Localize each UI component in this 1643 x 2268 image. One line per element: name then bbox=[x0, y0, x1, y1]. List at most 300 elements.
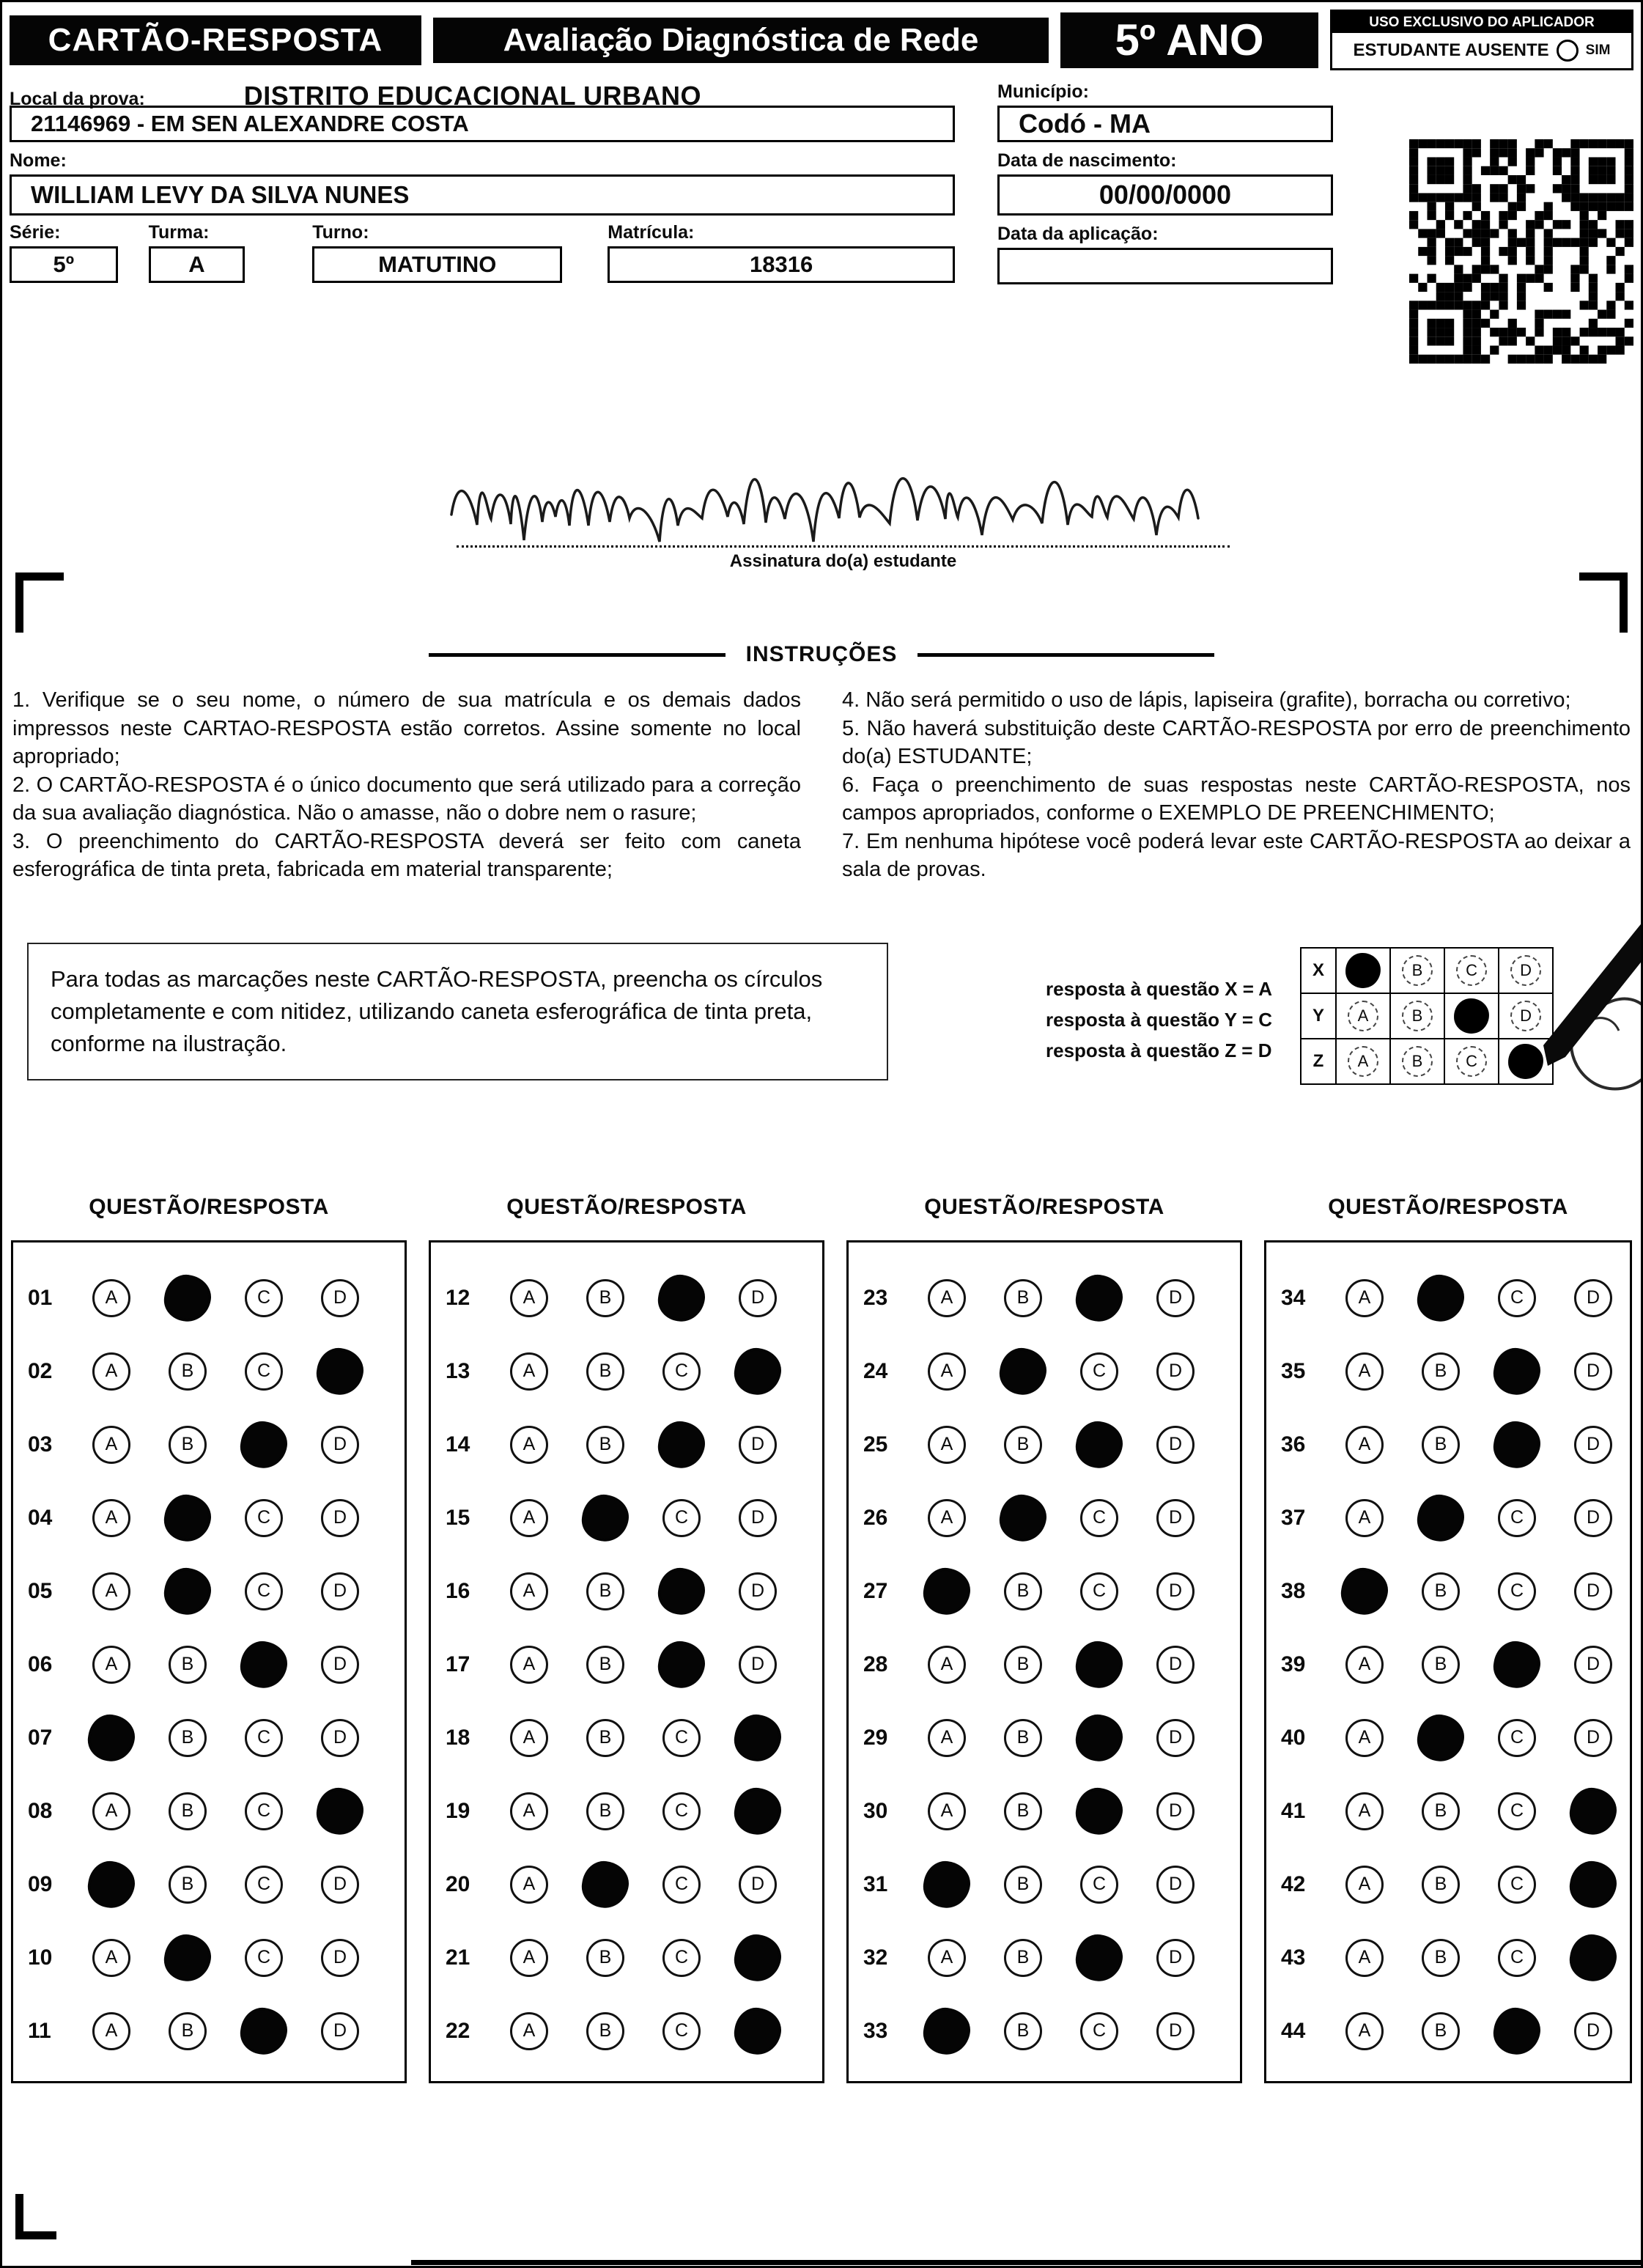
question-row bbox=[431, 1262, 822, 1335]
question-row bbox=[849, 1555, 1240, 1628]
answer-bubble-c[interactable] bbox=[1073, 1785, 1126, 1838]
aplicador-box bbox=[1330, 10, 1633, 70]
local-prova-label: Local da prova: bbox=[10, 89, 145, 109]
answer-bubble-b[interactable]: B bbox=[586, 1646, 624, 1684]
matricula-field: 18316 bbox=[608, 246, 955, 283]
answer-bubble-b[interactable]: B bbox=[1422, 2012, 1460, 2050]
example-row-label: X bbox=[1301, 948, 1336, 993]
answer-bubble-c[interactable] bbox=[1491, 1345, 1543, 1398]
question-row bbox=[1266, 1262, 1630, 1335]
question-number: 42 bbox=[1281, 1871, 1306, 1896]
signature-line[interactable] bbox=[457, 545, 1230, 548]
answer-bubble-a[interactable]: A bbox=[92, 1352, 130, 1391]
local-prova-value: DISTRITO EDUCACIONAL URBANO bbox=[243, 81, 701, 111]
answer-bubble-a[interactable] bbox=[1338, 1565, 1391, 1618]
answer-bubble-c[interactable] bbox=[1073, 1638, 1126, 1691]
answer-bubble-d[interactable] bbox=[314, 1785, 366, 1838]
question-number: 33 bbox=[863, 2018, 888, 2043]
question-row bbox=[1266, 1701, 1630, 1775]
answer-bubble-c[interactable]: C bbox=[245, 1279, 283, 1317]
answer-column bbox=[11, 1195, 407, 2083]
turma-field: A bbox=[149, 246, 245, 283]
answer-bubble-b[interactable]: B bbox=[1422, 1426, 1460, 1464]
answer-bubble-c[interactable]: C bbox=[1080, 1352, 1118, 1391]
answer-bubble-d[interactable]: D bbox=[1574, 1572, 1612, 1610]
answer-bubble-d[interactable] bbox=[314, 1345, 366, 1398]
header-bar bbox=[2, 2, 1641, 73]
nascimento-label: Data de nascimento: bbox=[997, 150, 1177, 171]
answer-bubble-b[interactable]: B bbox=[1004, 1939, 1042, 1977]
answer-bubble-c[interactable] bbox=[237, 1418, 290, 1471]
answer-bubble-b[interactable]: B bbox=[1004, 1792, 1042, 1830]
example-bubble-d bbox=[1508, 1044, 1543, 1079]
answer-bubble-d[interactable] bbox=[731, 1345, 784, 1398]
question-row bbox=[13, 1995, 405, 2068]
question-row bbox=[431, 1848, 822, 1921]
example-row-label: Y bbox=[1301, 993, 1336, 1039]
answer-bubble-d[interactable]: D bbox=[321, 1939, 359, 1977]
question-number: 03 bbox=[28, 1432, 53, 1457]
answer-bubble-b[interactable]: B bbox=[586, 1352, 624, 1391]
question-row bbox=[1266, 1628, 1630, 1701]
answer-bubble-a[interactable]: A bbox=[92, 1279, 130, 1317]
answer-bubble-a[interactable]: A bbox=[1345, 1426, 1384, 1464]
answer-column-body bbox=[846, 1240, 1242, 2083]
example-bubble-b: B bbox=[1402, 1046, 1433, 1077]
question-number: 01 bbox=[28, 1285, 53, 1310]
instruction-item: 2. O CARTÃO-RESPOSTA é o único documento que será utilizado para a correção da sua avaliação diagnóstica. Não o amasse, não o dobre nem o rasure; bbox=[12, 773, 801, 825]
answer-bubble-d[interactable] bbox=[731, 1785, 784, 1838]
answer-bubble-b[interactable]: B bbox=[169, 1352, 207, 1391]
answer-bubble-d[interactable]: D bbox=[321, 1426, 359, 1464]
answer-bubble-d[interactable]: D bbox=[321, 1572, 359, 1610]
answer-bubble-b[interactable]: B bbox=[586, 2012, 624, 2050]
answer-bubble-a[interactable]: A bbox=[92, 1792, 130, 1830]
answer-bubble-d[interactable]: D bbox=[1156, 1866, 1195, 1904]
instructions-title: INSTRUÇÕES bbox=[745, 642, 898, 666]
instructions-left bbox=[12, 686, 801, 884]
answer-bubble-d[interactable]: D bbox=[1574, 1426, 1612, 1464]
question-number: 16 bbox=[446, 1578, 470, 1603]
answer-bubble-d[interactable] bbox=[1567, 1932, 1620, 1984]
answer-bubble-b[interactable] bbox=[997, 1345, 1049, 1398]
question-row bbox=[849, 1408, 1240, 1481]
question-row bbox=[13, 1408, 405, 1481]
answer-bubble-b[interactable]: B bbox=[586, 1939, 624, 1977]
instruction-item: 6. Faça o preenchimento de suas respostas neste CARTÃO-RESPOSTA, nos campos apropriados, conforme o EXEMPLO DE PREENCHIMENTO; bbox=[842, 773, 1631, 825]
example-keys bbox=[1046, 973, 1272, 1066]
answer-bubble-d[interactable] bbox=[1567, 1785, 1620, 1838]
answer-bubble-d[interactable] bbox=[731, 2005, 784, 2058]
answer-bubble-c[interactable]: C bbox=[1498, 1939, 1536, 1977]
question-row bbox=[431, 1995, 822, 2068]
answer-bubble-a[interactable]: A bbox=[1345, 1499, 1384, 1537]
answer-bubble-c[interactable] bbox=[655, 1272, 708, 1325]
answer-bubble-c[interactable]: C bbox=[1498, 1572, 1536, 1610]
question-row bbox=[13, 1701, 405, 1775]
answer-bubble-c[interactable] bbox=[237, 2005, 290, 2058]
example-bubble-a bbox=[1345, 953, 1381, 988]
example-bubble-a: A bbox=[1348, 1001, 1378, 1031]
answer-bubble-a[interactable]: A bbox=[928, 1426, 966, 1464]
answer-bubble-b[interactable]: B bbox=[1422, 1866, 1460, 1904]
answer-bubble-d[interactable]: D bbox=[1574, 1719, 1612, 1757]
answer-column bbox=[1264, 1195, 1632, 2083]
answer-bubble-c[interactable]: C bbox=[662, 1866, 701, 1904]
instructions-heading bbox=[2, 642, 1641, 667]
answer-bubble-a[interactable]: A bbox=[928, 1939, 966, 1977]
answer-bubble-b[interactable]: B bbox=[1422, 1572, 1460, 1610]
question-row bbox=[1266, 1408, 1630, 1481]
signature-label: Assinatura do(a) estudante bbox=[729, 551, 957, 571]
answer-bubble-c[interactable]: C bbox=[245, 1939, 283, 1977]
answer-bubble-c[interactable] bbox=[655, 1638, 708, 1691]
absent-label: ESTUDANTE AUSENTE bbox=[1353, 40, 1549, 60]
answer-bubble-a[interactable]: A bbox=[510, 1572, 548, 1610]
municipio-field: Codó - MA bbox=[997, 106, 1333, 142]
answer-bubble-d[interactable]: D bbox=[739, 1279, 777, 1317]
answer-bubble-d[interactable]: D bbox=[321, 1866, 359, 1904]
answer-bubble-a[interactable] bbox=[85, 1712, 138, 1764]
question-row bbox=[13, 1555, 405, 1628]
answer-bubble-b[interactable]: B bbox=[1422, 1792, 1460, 1830]
grade-label: 5º ANO bbox=[1060, 12, 1318, 68]
answer-bubble-d[interactable]: D bbox=[1156, 1572, 1195, 1610]
example-bubble-c: C bbox=[1456, 1046, 1487, 1077]
answer-bubble-a[interactable]: A bbox=[510, 1719, 548, 1757]
answer-bubble-c[interactable] bbox=[1491, 1638, 1543, 1691]
answer-bubble-c[interactable] bbox=[1073, 1712, 1126, 1764]
answer-bubble-d[interactable]: D bbox=[1156, 1426, 1195, 1464]
example-grid bbox=[1300, 947, 1554, 1085]
answer-bubble-c[interactable]: C bbox=[1080, 1866, 1118, 1904]
question-row bbox=[431, 1775, 822, 1848]
signature-handwriting bbox=[446, 450, 1222, 553]
answer-bubble-d[interactable]: D bbox=[1574, 1499, 1612, 1537]
answer-bubble-a[interactable]: A bbox=[92, 1426, 130, 1464]
answer-bubble-a[interactable]: A bbox=[510, 1792, 548, 1830]
question-row bbox=[13, 1775, 405, 1848]
question-number: 35 bbox=[1281, 1358, 1306, 1383]
nome-field: WILLIAM LEVY DA SILVA NUNES bbox=[10, 174, 955, 216]
heading-rule-left bbox=[429, 653, 725, 657]
card-title: CARTÃO-RESPOSTA bbox=[10, 15, 421, 65]
answer-bubble-c[interactable]: C bbox=[662, 2012, 701, 2050]
question-row bbox=[1266, 1775, 1630, 1848]
answer-bubble-b[interactable]: B bbox=[586, 1572, 624, 1610]
bottom-edge-line bbox=[411, 2260, 1641, 2265]
question-number: 10 bbox=[28, 1945, 53, 1970]
question-number: 43 bbox=[1281, 1945, 1306, 1970]
serie-field: 5º bbox=[10, 246, 118, 283]
instruction-item: 1. Verifique se o seu nome, o número de sua matrícula e os demais dados impressos neste CARTAO-RESPOSTA estão corretos. Assine somente no local apropriado; bbox=[12, 688, 801, 769]
answer-bubble-d[interactable]: D bbox=[739, 1866, 777, 1904]
answer-bubble-a[interactable]: A bbox=[1345, 1866, 1384, 1904]
example-key-y: resposta à questão Y = C bbox=[1046, 1009, 1273, 1031]
answer-bubble-d[interactable]: D bbox=[1574, 2012, 1612, 2050]
answer-bubble-b[interactable]: B bbox=[586, 1279, 624, 1317]
answer-bubble-b[interactable] bbox=[161, 1932, 214, 1984]
answer-bubble-b[interactable]: B bbox=[586, 1792, 624, 1830]
answer-bubble-d[interactable]: D bbox=[739, 1572, 777, 1610]
answer-bubble-c[interactable]: C bbox=[1080, 2012, 1118, 2050]
answer-bubble-c[interactable] bbox=[655, 1565, 708, 1618]
answer-bubble-d[interactable]: D bbox=[1156, 1792, 1195, 1830]
question-number: 40 bbox=[1281, 1725, 1306, 1750]
question-number: 32 bbox=[863, 1945, 888, 1970]
answer-bubble-b[interactable]: B bbox=[169, 1866, 207, 1904]
answer-bubble-b[interactable]: B bbox=[169, 1426, 207, 1464]
answer-bubble-d[interactable]: D bbox=[739, 1426, 777, 1464]
answer-column bbox=[429, 1195, 824, 2083]
instructions-right bbox=[842, 686, 1631, 884]
answer-bubble-a[interactable]: A bbox=[1345, 1279, 1384, 1317]
answer-bubble-a[interactable]: A bbox=[1345, 1646, 1384, 1684]
answer-bubble-c[interactable]: C bbox=[1498, 1719, 1536, 1757]
instructions-body bbox=[2, 667, 1641, 884]
question-row bbox=[431, 1481, 822, 1555]
answer-bubble-c[interactable]: C bbox=[662, 1719, 701, 1757]
example-bubble-b: B bbox=[1402, 955, 1433, 986]
example-bubble-c bbox=[1454, 998, 1489, 1034]
answer-bubble-d[interactable]: D bbox=[739, 1646, 777, 1684]
answer-bubble-d[interactable] bbox=[731, 1712, 784, 1764]
question-row bbox=[431, 1335, 822, 1408]
answer-bubble-a[interactable]: A bbox=[1345, 1939, 1384, 1977]
answer-bubble-a[interactable]: A bbox=[510, 1646, 548, 1684]
crop-mark-top-right bbox=[1579, 572, 1628, 633]
answer-bubble-a[interactable]: A bbox=[928, 1719, 966, 1757]
answer-bubble-d[interactable]: D bbox=[1156, 1279, 1195, 1317]
answer-bubble-b[interactable]: B bbox=[1004, 1866, 1042, 1904]
answer-bubble-c[interactable] bbox=[1491, 1418, 1543, 1471]
answer-bubble-c[interactable] bbox=[1073, 1932, 1126, 1984]
answer-bubble-b[interactable] bbox=[997, 1492, 1049, 1544]
question-number: 08 bbox=[28, 1798, 53, 1823]
nascimento-field: 00/00/0000 bbox=[997, 174, 1333, 216]
answer-bubble-b[interactable]: B bbox=[586, 1719, 624, 1757]
answer-bubble-b[interactable]: B bbox=[169, 1719, 207, 1757]
question-number: 22 bbox=[446, 2018, 470, 2043]
answer-bubble-a[interactable]: A bbox=[510, 2012, 548, 2050]
answer-bubble-c[interactable]: C bbox=[1080, 1499, 1118, 1537]
answer-bubble-d[interactable]: D bbox=[1156, 1499, 1195, 1537]
answer-bubble-a[interactable]: A bbox=[510, 1279, 548, 1317]
example-grid-row bbox=[1301, 993, 1553, 1039]
answer-bubble-d[interactable] bbox=[1567, 1858, 1620, 1911]
example-bubble-a: A bbox=[1348, 1046, 1378, 1077]
crop-mark-bottom-left bbox=[15, 2194, 56, 2239]
answer-bubble-c[interactable]: C bbox=[245, 1572, 283, 1610]
aplicacao-field[interactable] bbox=[997, 248, 1333, 284]
question-number: 31 bbox=[863, 1871, 888, 1896]
question-row bbox=[849, 1262, 1240, 1335]
answer-bubble-c[interactable]: C bbox=[245, 1792, 283, 1830]
answer-bubble-b[interactable]: B bbox=[1004, 1719, 1042, 1757]
answer-bubble-c[interactable] bbox=[1491, 2005, 1543, 2058]
answer-bubble-c[interactable]: C bbox=[245, 1866, 283, 1904]
answer-bubble-d[interactable]: D bbox=[321, 1499, 359, 1537]
question-row bbox=[849, 1335, 1240, 1408]
answer-bubble-b[interactable]: B bbox=[1004, 1426, 1042, 1464]
answer-bubble-b[interactable]: B bbox=[586, 1426, 624, 1464]
answer-bubble-d[interactable]: D bbox=[1574, 1279, 1612, 1317]
instruction-item: 7. Em nenhuma hipótese você poderá levar este CARTÃO-RESPOSTA ao deixar a sala de provas. bbox=[842, 829, 1631, 882]
question-row bbox=[1266, 1481, 1630, 1555]
answer-bubble-b[interactable]: B bbox=[169, 1646, 207, 1684]
question-row bbox=[13, 1848, 405, 1921]
answer-bubble-b[interactable]: B bbox=[1422, 1352, 1460, 1391]
answer-bubble-a[interactable] bbox=[85, 1858, 138, 1911]
absent-bubble[interactable] bbox=[1557, 40, 1579, 62]
answer-bubble-d[interactable]: D bbox=[321, 1646, 359, 1684]
answer-bubble-b[interactable]: B bbox=[169, 2012, 207, 2050]
aplicador-title: USO EXCLUSIVO DO APLICADOR bbox=[1332, 12, 1631, 33]
answer-bubble-d[interactable]: D bbox=[321, 2012, 359, 2050]
answer-bubble-b[interactable] bbox=[161, 1272, 214, 1325]
answer-bubble-a[interactable]: A bbox=[92, 1499, 130, 1537]
answer-bubble-d[interactable]: D bbox=[1156, 1939, 1195, 1977]
question-number: 34 bbox=[1281, 1285, 1306, 1310]
answer-bubble-a[interactable]: A bbox=[92, 1572, 130, 1610]
answer-bubble-d[interactable]: D bbox=[1574, 1646, 1612, 1684]
answer-bubble-d[interactable]: D bbox=[1574, 1352, 1612, 1391]
answer-bubble-b[interactable] bbox=[1414, 1712, 1467, 1764]
example-bubble-d: D bbox=[1510, 1001, 1541, 1031]
answer-bubble-c[interactable]: C bbox=[662, 1352, 701, 1391]
answer-column-header: QUESTÃO/RESPOSTA bbox=[924, 1194, 1164, 1219]
question-row bbox=[431, 1628, 822, 1701]
question-row bbox=[13, 1921, 405, 1995]
answer-bubble-c[interactable]: C bbox=[1498, 1279, 1536, 1317]
answer-bubble-b[interactable]: B bbox=[1004, 1572, 1042, 1610]
question-number: 27 bbox=[863, 1578, 888, 1603]
answer-bubble-a[interactable] bbox=[920, 1565, 973, 1618]
answer-bubble-a[interactable]: A bbox=[928, 1792, 966, 1830]
answer-bubble-a[interactable]: A bbox=[510, 1499, 548, 1537]
answer-bubble-b[interactable]: B bbox=[1004, 1279, 1042, 1317]
question-row bbox=[1266, 1921, 1630, 1995]
answer-bubble-c[interactable] bbox=[237, 1638, 290, 1691]
answer-bubble-c[interactable] bbox=[1073, 1272, 1126, 1325]
answer-bubble-c[interactable]: C bbox=[245, 1719, 283, 1757]
example-grid-row bbox=[1301, 1039, 1553, 1084]
question-number: 09 bbox=[28, 1871, 53, 1896]
answer-bubble-a[interactable]: A bbox=[510, 1426, 548, 1464]
question-row bbox=[431, 1408, 822, 1481]
answers-section bbox=[2, 1195, 1641, 2083]
aplicacao-label: Data da aplicação: bbox=[997, 224, 1159, 244]
question-number: 29 bbox=[863, 1725, 888, 1750]
answer-column bbox=[846, 1195, 1242, 2083]
answer-column-body bbox=[429, 1240, 824, 2083]
answer-bubble-c[interactable] bbox=[1073, 1418, 1126, 1471]
answer-bubble-b[interactable] bbox=[161, 1565, 214, 1618]
answer-bubble-b[interactable]: B bbox=[1004, 2012, 1042, 2050]
question-number: 19 bbox=[446, 1798, 470, 1823]
answer-bubble-a[interactable]: A bbox=[92, 1939, 130, 1977]
answer-bubble-c[interactable]: C bbox=[662, 1939, 701, 1977]
turno-label: Turno: bbox=[312, 222, 369, 243]
answer-bubble-a[interactable]: A bbox=[928, 1352, 966, 1391]
question-row bbox=[13, 1335, 405, 1408]
signature-area bbox=[2, 481, 1641, 591]
example-bubble-d: D bbox=[1510, 955, 1541, 986]
answer-bubble-b[interactable] bbox=[1414, 1492, 1467, 1544]
answer-bubble-a[interactable]: A bbox=[510, 1939, 548, 1977]
question-number: 37 bbox=[1281, 1505, 1306, 1530]
answer-bubble-d[interactable]: D bbox=[739, 1499, 777, 1537]
answer-bubble-d[interactable]: D bbox=[321, 1279, 359, 1317]
answer-bubble-d[interactable]: D bbox=[1156, 1646, 1195, 1684]
question-row bbox=[431, 1921, 822, 1995]
answer-bubble-a[interactable]: A bbox=[1345, 1719, 1384, 1757]
answer-bubble-d[interactable]: D bbox=[321, 1719, 359, 1757]
answer-bubble-c[interactable]: C bbox=[662, 1792, 701, 1830]
answer-bubble-d[interactable] bbox=[731, 1932, 784, 1984]
answer-bubble-c[interactable]: C bbox=[662, 1499, 701, 1537]
answer-bubble-a[interactable]: A bbox=[928, 1499, 966, 1537]
answer-bubble-a[interactable]: A bbox=[510, 1352, 548, 1391]
answer-bubble-a[interactable]: A bbox=[928, 1646, 966, 1684]
answer-bubble-c[interactable]: C bbox=[1498, 1866, 1536, 1904]
answer-bubble-b[interactable] bbox=[161, 1492, 214, 1544]
question-number: 25 bbox=[863, 1432, 888, 1457]
question-number: 07 bbox=[28, 1725, 53, 1750]
question-row bbox=[431, 1555, 822, 1628]
answer-bubble-c[interactable]: C bbox=[1498, 1792, 1536, 1830]
question-number: 13 bbox=[446, 1358, 470, 1383]
answer-bubble-c[interactable]: C bbox=[245, 1499, 283, 1537]
answer-bubble-c[interactable]: C bbox=[1498, 1499, 1536, 1537]
identification-section bbox=[2, 73, 1641, 364]
answer-bubble-b[interactable]: B bbox=[1422, 1939, 1460, 1977]
answer-bubble-a[interactable]: A bbox=[1345, 1792, 1384, 1830]
answer-bubble-d[interactable]: D bbox=[1156, 2012, 1195, 2050]
answer-bubble-d[interactable]: D bbox=[1156, 1719, 1195, 1757]
answer-bubble-a[interactable]: A bbox=[510, 1866, 548, 1904]
answer-bubble-c[interactable]: C bbox=[245, 1352, 283, 1391]
question-row bbox=[1266, 1335, 1630, 1408]
answer-bubble-b[interactable] bbox=[579, 1858, 632, 1911]
question-number: 23 bbox=[863, 1285, 888, 1310]
answer-bubble-a[interactable]: A bbox=[928, 1279, 966, 1317]
answer-bubble-a[interactable]: A bbox=[1345, 2012, 1384, 2050]
question-row bbox=[849, 1481, 1240, 1555]
question-row bbox=[431, 1701, 822, 1775]
question-row bbox=[849, 1628, 1240, 1701]
answer-bubble-d[interactable]: D bbox=[1156, 1352, 1195, 1391]
answer-bubble-b[interactable] bbox=[579, 1492, 632, 1544]
answer-bubble-b[interactable] bbox=[1414, 1272, 1467, 1325]
question-number: 24 bbox=[863, 1358, 888, 1383]
answer-bubble-b[interactable]: B bbox=[169, 1792, 207, 1830]
answer-bubble-b[interactable]: B bbox=[1004, 1646, 1042, 1684]
answer-bubble-b[interactable]: B bbox=[1422, 1646, 1460, 1684]
absent-row bbox=[1332, 33, 1631, 68]
answer-bubble-a[interactable]: A bbox=[92, 2012, 130, 2050]
answer-bubble-c[interactable]: C bbox=[1080, 1572, 1118, 1610]
answer-bubble-a[interactable] bbox=[920, 1858, 973, 1911]
answer-column-header: QUESTÃO/RESPOSTA bbox=[1328, 1194, 1568, 1219]
answer-bubble-a[interactable]: A bbox=[92, 1646, 130, 1684]
answer-bubble-a[interactable] bbox=[920, 2005, 973, 2058]
answer-bubble-c[interactable] bbox=[655, 1418, 708, 1471]
answer-bubble-a[interactable]: A bbox=[1345, 1352, 1384, 1391]
question-number: 18 bbox=[446, 1725, 470, 1750]
matricula-label: Matrícula: bbox=[608, 222, 695, 243]
example-grid-body bbox=[1301, 948, 1553, 1084]
